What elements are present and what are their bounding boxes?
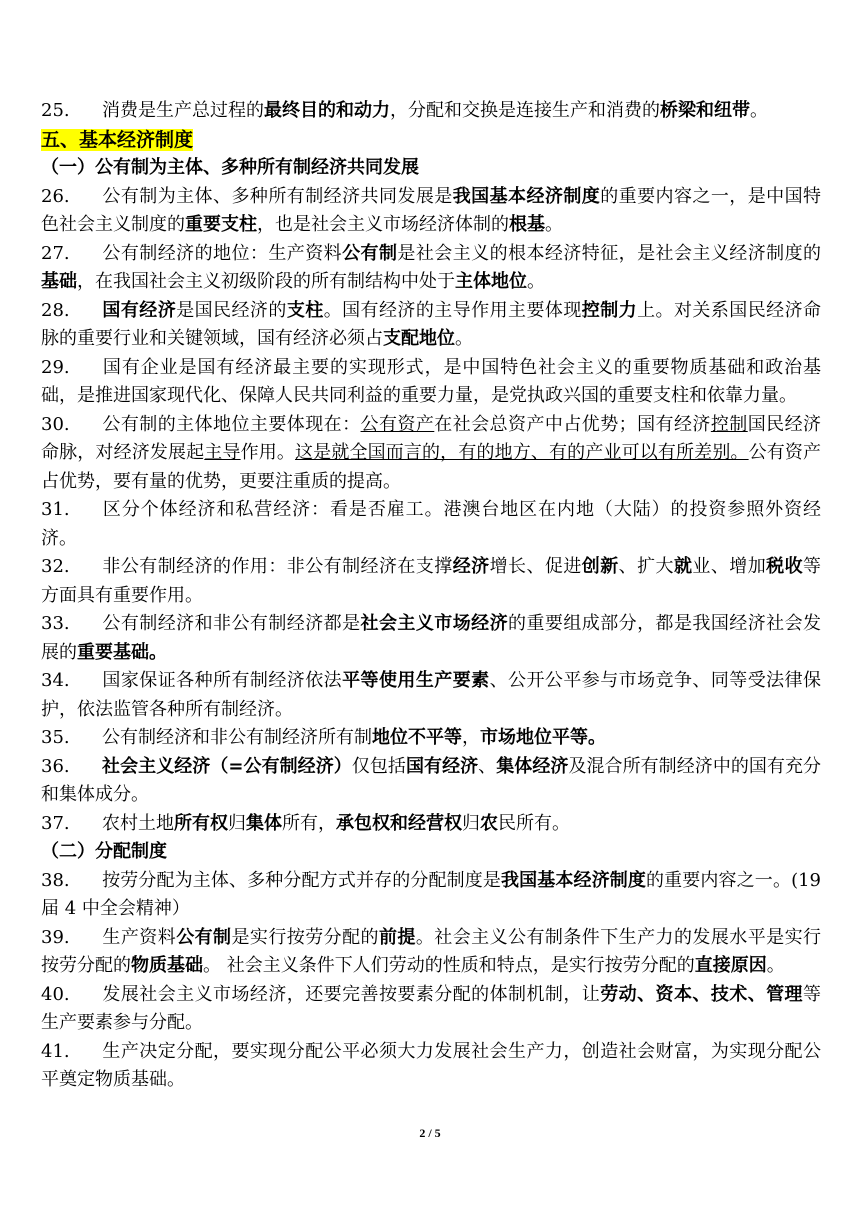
item-number: 37.	[41, 812, 70, 834]
item-number: 31.	[41, 499, 70, 520]
bold-text: 重要基础。	[77, 641, 167, 663]
item-text: 公有制经济和非公有制经济都是	[102, 613, 361, 634]
item-number: 26.	[41, 185, 70, 207]
item-text: 仅包括	[351, 755, 406, 777]
item-text: 按劳分配为主体、多种分配方式并存的分配制度是	[102, 869, 501, 891]
bold-text: 国有经济	[405, 755, 479, 777]
bold-text: 直接原因	[694, 955, 767, 976]
list-item	[41, 810, 821, 839]
item-number: 34.	[41, 670, 70, 691]
bold-text: 平等使用生产要素	[342, 670, 490, 691]
item-text: ，也是社会主义市场经济体制的	[257, 214, 509, 235]
item-text: 。	[766, 955, 785, 976]
list-item	[41, 753, 821, 810]
list-item	[41, 667, 821, 724]
item-text: 的重要组成部分，都是我国经济社会发展的	[41, 613, 822, 663]
item-number: 27.	[41, 242, 70, 264]
list-item	[41, 867, 821, 924]
item-number: 41.	[41, 1040, 70, 1062]
item-number: 25.	[41, 100, 70, 121]
bold-text: 劳动、资本、技术、管理	[600, 983, 803, 1005]
underlined-text: 主导	[204, 442, 241, 463]
bold-text: 桥梁和纽带	[660, 100, 750, 121]
list-item	[41, 610, 821, 667]
item-text: 归	[228, 812, 246, 834]
item-text: 消费是生产总过程的	[102, 100, 264, 121]
item-text: 、公开公平参与市场竞争、同等受法律保护，依法监管各种所有制经济。	[41, 670, 822, 720]
item-text: 增长、促进	[489, 556, 582, 577]
item-number: 39.	[41, 926, 70, 948]
item-text: 是国民经济的	[176, 299, 287, 321]
bold-text: 社会主义经济	[102, 755, 211, 777]
item-text: 区分个体经济和私营经济：看是否雇工。港澳台地区在内地（大陆）的投资参照外资经济。	[41, 499, 821, 549]
heading-text: （一）公有制为主体、多种所有制经济共同发展	[41, 157, 419, 178]
item-text: 。	[527, 271, 545, 292]
heading-text: 五、基本经济制度	[41, 128, 194, 151]
item-text: 。	[455, 328, 473, 349]
item-number: 40.	[41, 983, 70, 1005]
item-text: 、	[478, 755, 497, 777]
bold-text: 创新	[581, 556, 619, 577]
item-number: 29.	[41, 356, 70, 378]
item-text: 公有制经济和非公有制经济所有制	[102, 727, 372, 748]
item-text: 。	[750, 100, 768, 121]
item-number: 32.	[41, 556, 70, 577]
bold-text: 控制力	[581, 299, 638, 321]
list-item	[41, 240, 821, 297]
item-text: 作用。	[240, 442, 296, 463]
item-text: 所有，	[282, 812, 336, 834]
list-item	[41, 724, 821, 753]
bold-text: 公有制	[176, 926, 232, 948]
item-text: 公有制的主体地位主要体现在：	[102, 413, 361, 435]
bold-text: 支柱	[286, 299, 324, 321]
item-text: 民所有。	[498, 812, 570, 834]
item-text: 、扩大	[618, 556, 674, 577]
item-text: 。社会主义公有制条件下生产力的发展水平是实行按劳分配的	[41, 926, 822, 976]
bold-text: 公有制	[342, 242, 398, 264]
page-number: 2 / 5	[419, 1126, 441, 1140]
item-text: 的重要内容之一，是中国特色社会主义制度的	[41, 185, 822, 235]
list-item	[41, 411, 821, 497]
bold-text: 税收	[766, 556, 804, 577]
document-body	[41, 97, 821, 1095]
item-text: 。 社会主义条件下人们劳动的性质和特点，是实行按劳分配的	[203, 955, 695, 976]
list-item	[41, 496, 821, 553]
bold-text: 所有权	[174, 812, 228, 834]
bold-text: 主体地位	[455, 271, 527, 292]
item-number: 35.	[41, 727, 70, 748]
bold-text: 我国基本经济制度	[452, 185, 601, 207]
section-heading	[41, 126, 821, 155]
item-text: 公有制为主体、多种所有制经济共同发展是	[102, 185, 453, 207]
item-text: 生产决定分配，要实现分配公平必须大力发展社会生产力，创造社会财富，为实现分配公平奠定物质基础。	[41, 1040, 821, 1090]
bold-text: 国有经济	[102, 299, 177, 321]
item-text: 非公有制经济的作用：非公有制经济在支撑	[102, 556, 453, 577]
bold-text: 前提	[379, 926, 416, 948]
bold-text: 基础	[41, 271, 77, 292]
item-text: 公有资产占优势，要有量的优势，更要注重质的提高。	[41, 442, 822, 492]
bold-text: 我国基本经济制度	[500, 869, 647, 891]
bold-text: 农	[480, 812, 498, 834]
list-item	[41, 97, 821, 126]
item-text: 是实行按劳分配的	[231, 926, 379, 948]
item-text: 的重要内容之一。(19 届 4 中全会精神）	[41, 869, 821, 919]
bold-text: 就	[673, 556, 693, 577]
bold-text: 市场地位平等。	[480, 727, 606, 748]
list-item	[41, 553, 821, 610]
item-text: ，分配和交换是连接生产和消费的	[390, 100, 660, 121]
bold-text: 集体经济	[496, 755, 569, 777]
item-number: 33.	[41, 613, 70, 634]
subsection-heading	[41, 838, 821, 867]
item-text: 国民经济命脉，对经济发展起	[41, 413, 822, 463]
item-text: 业、增加	[692, 556, 767, 577]
item-text: 上。对关系国民经济命脉的重要行业和关键领域，国有经济必须占	[41, 299, 822, 349]
item-text: 生产资料	[102, 926, 177, 948]
item-number: 38.	[41, 869, 70, 891]
list-item	[41, 183, 821, 240]
list-item	[41, 924, 821, 981]
underlined-text: 公有资产	[360, 413, 435, 435]
item-text: 等生产要素参与分配。	[41, 983, 821, 1033]
item-number: 28.	[41, 299, 70, 321]
bold-text: 物质基础	[131, 955, 203, 976]
item-number: 30.	[41, 413, 70, 435]
bold-text: 支配地位	[383, 328, 455, 349]
list-item	[41, 981, 821, 1038]
list-item	[41, 1038, 821, 1095]
underlined-text: 这是就全国而言的，有的地方、有的产业可以有所差别。	[295, 442, 749, 463]
bold-text: 根基	[509, 214, 545, 235]
heading-text: （二）分配制度	[41, 841, 167, 862]
subsection-heading	[41, 154, 821, 183]
bold-text: 最终目的和动力	[264, 100, 390, 121]
bold-text: （=公有制经济）	[210, 755, 352, 777]
bold-text: 社会主义市场经济	[360, 613, 509, 634]
item-text: 公有制经济的地位：生产资料	[102, 242, 343, 264]
item-number: 36.	[41, 755, 70, 777]
item-text: 国家保证各种所有制经济依法	[102, 670, 343, 691]
bold-text: 地位不平等	[372, 727, 462, 748]
item-text: 在社会总资产中占优势；国有经济	[434, 413, 711, 435]
item-text: 。国有经济的主导作用主要体现	[323, 299, 582, 321]
item-text: 是社会主义的根本经济特征，是社会主义经济制度的	[397, 242, 822, 264]
bold-text: 重要支柱	[185, 214, 257, 235]
item-text: 农村土地	[102, 812, 174, 834]
item-text: 及混合所有制经济中的国有充分和集体成分。	[41, 755, 822, 805]
bold-text: 集体	[246, 812, 282, 834]
bold-text: 承包权和经营权	[336, 812, 462, 834]
item-text: 。	[545, 214, 563, 235]
item-text: 等方面具有重要作用。	[41, 556, 822, 606]
item-text: 发展社会主义市场经济，还要完善按要素分配的体制机制，让	[102, 983, 601, 1005]
bold-text: 经济	[452, 556, 490, 577]
item-text: ，	[462, 727, 480, 748]
item-text: ，在我国社会主义初级阶段的所有制结构中处于	[77, 271, 455, 292]
item-text: 归	[462, 812, 480, 834]
item-text: 国有企业是国有经济最主要的实现形式，是中国特色社会主义的重要物质基础和政治基础，是推进国家现代化、保障人民共同利益的重要力量，是党执政兴国的重要支柱和依靠力量。	[41, 356, 821, 406]
list-item	[41, 354, 821, 411]
underlined-text: 控制	[710, 413, 748, 435]
list-item	[41, 297, 821, 354]
